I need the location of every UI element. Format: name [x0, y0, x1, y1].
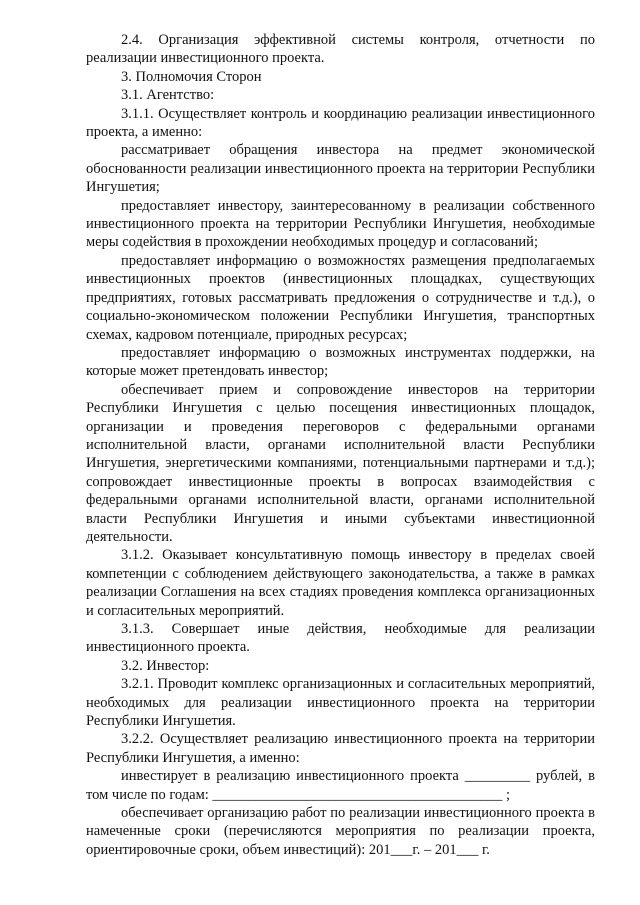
paragraph-3-2-2-item: инвестирует в реализацию инвестиционного проекта _________ рублей, в том числе по годам: ________________________________________ ; — [86, 768, 595, 803]
paragraph-3-1-1-item: предоставляет информацию о возможностях размещения предполагаемых инвестиционных проектов (инвестиционных площадках, существующих предприятиях, готовых рассматривать предложения о сотрудничестве и т.д.), о социально-экономическом положении Республики Ингушетия, транспортных схемах, кадровом потенциале, природных ресурсах; — [86, 252, 595, 343]
section-heading-3: 3. Полномочия Сторон — [121, 68, 262, 85]
paragraph-3-1-2: 3.1.2. Оказывает консультативную помощь инвестору в пределах своей компетенции с соблюдением действующего законодательства, а также в рамках реализации Соглашения на всех стадиях проведения комплекса организационных и согласительных мероприятий. — [86, 547, 595, 619]
paragraph-3-1-1-item: рассматривает обращения инвестора на предмет экономической обоснованности реализации инвестиционного проекта на территории Республики Ингушетия; — [86, 142, 595, 196]
paragraph-3-2-2-item: обеспечивает организацию работ по реализации инвестиционного проекта в намеченные сроки (перечисляются мероприятия по реализации проекта, ориентировочные сроки, объем инвестиций): 201___г. – 201___ г. — [86, 805, 595, 858]
paragraph-2-4: 2.4. Организация эффективной системы контроля, отчетности по реализации инвестиционного проекта. — [86, 32, 595, 67]
paragraph-3-1-1-item: предоставляет информацию о возможных инструментах поддержки, на которые может претендовать инвестор; — [86, 344, 595, 380]
paragraph-3-2-2: 3.2.2. Осуществляет реализацию инвестиционного проекта на территории Республики Ингушетия, а именно: — [86, 731, 595, 766]
subsection-heading-3-1: 3.1. Агентство: — [121, 87, 215, 104]
paragraph-3-1-1-item: обеспечивает прием и сопровождение инвесторов на территории Республики Ингушетия с целью посещения инвестиционных площадок, организации и проведения переговоров с федеральными органами исполнительной власти, органами исполнительной власти Республики Ингушетия, энергетическими компаниями, потенциальными партнерами и т.д.); сопровождает инвестиционные проекты в вопросах взаимодействия с федеральными органами исполнительной власти, органами исполнительной власти Республики Ингушетия и иными субъектами инвестиционной деятельности. — [86, 381, 595, 545]
paragraph-3-1-3: 3.1.3. Совершает иные действия, необходимые для реализации инвестиционного проекта. — [86, 621, 595, 656]
paragraph-3-1-1: 3.1.1. Осуществляет контроль и координацию реализации инвестиционного проекта, а именно: — [86, 105, 595, 141]
paragraph-3-1-1-item: предоставляет инвестору, заинтересованному в реализации собственного инвестиционного проекта на территории Республики Ингушетия, необходимые меры содействия в прохождении необходимых процедур и согласований; — [86, 197, 595, 251]
paragraph-3-2-1: 3.2.1. Проводит комплекс организационных и согласительных мероприятий, необходимых для реализации инвестиционного проекта на территории Республики Ингушетия. — [86, 676, 595, 730]
subsection-heading-3-2: 3.2. Инвестор: — [121, 657, 210, 674]
